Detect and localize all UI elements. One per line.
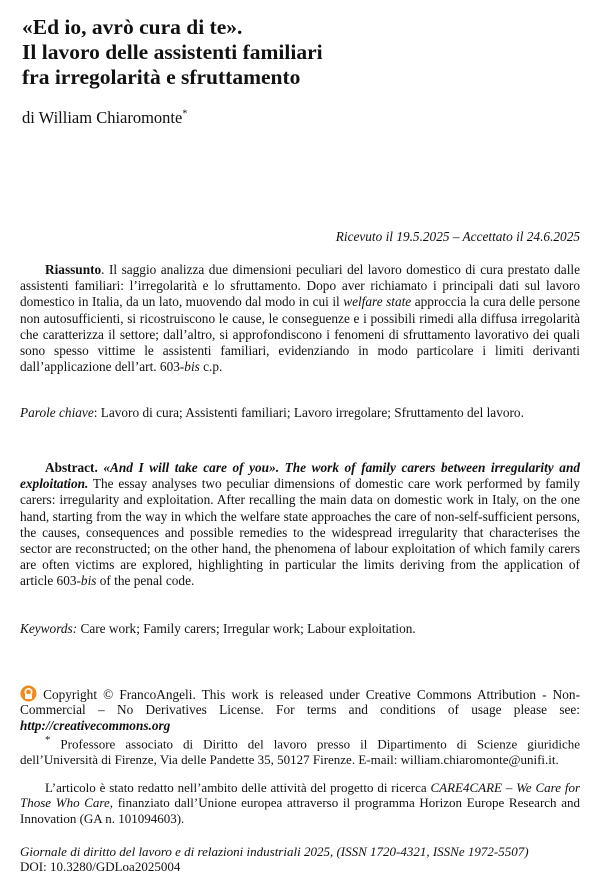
project-text: L’articolo è stato redatto nell’ambito delle attività del progetto di ricerca xyxy=(45,780,431,795)
riassunto-text-end: c.p. xyxy=(199,359,223,375)
riassunto-text-continued: approccia la cura delle persone non autosufficienti, si ricostruiscono le cause, le conseguenze e i possibili rimedi alla diffusa irregolarità che caratterizza il settore; dall’altro, si approfondiscono i fenomeni di sfruttamento lavorativo dei quali sono spesso vittime le assistenti familiari, evidenziando in modo particolare i limiti derivanti dall’applicazione dell’art. 603- xyxy=(20,294,580,375)
author-name: di William Chiaromonte xyxy=(22,108,183,127)
abstract-title: «And I will take care of you». The work of family carers between irregularity and exploitation. xyxy=(20,460,580,492)
creative-commons-link[interactable]: http://creativecommons.org xyxy=(20,717,171,733)
project-name: CARE4CARE – We Care for Those Who Care xyxy=(20,780,580,811)
riassunto-label: Riassunto xyxy=(45,262,102,277)
project-text-end: , finanziato dall’Unione europea attraverso il programma Horizon Europe Research and Innovation (GA n. 101094603). xyxy=(20,795,581,826)
riassunto-paragraph xyxy=(20,262,580,375)
footnote-text: Professore associato di Diritto del lavoro presso il Dipartimento di Scienze giuridiche dell’Università di Firenze, Via delle Pandette 35, 50127 Firenze. E-mail: william.chiaromonte@unifi.it. xyxy=(20,736,580,767)
author-footnote-mark: * xyxy=(182,108,188,120)
received-accepted-dates: Ricevuto il 19.5.2025 – Accettato il 24.6.2025 xyxy=(335,229,580,244)
keywords-label: Keywords: xyxy=(20,621,78,636)
abstract-text-end: of the penal code. xyxy=(96,573,195,589)
author-footnote xyxy=(20,733,580,767)
keywords-text: Care work; Family carers; Irregular work; Labour exploitation. xyxy=(77,621,416,636)
footnote-mark: * xyxy=(45,734,51,746)
abstract-bis-term: bis xyxy=(80,573,97,589)
title-line-2: Il lavoro delle assistenti familiari xyxy=(22,40,323,64)
parole-chiave-line xyxy=(20,405,580,421)
copyright-notice xyxy=(20,685,580,733)
riassunto-text: . Il saggio analizza due dimensioni peculiari del lavoro domestico di cura prestato dalle assistenti familiari: l’irregolarità e lo sfruttamento. Dopo aver richiamato i principali dati sul lavoro domestico in Italia, da un lato, muovendo dal modo in cui il xyxy=(20,262,580,310)
riassunto-welfare-term: welfare state xyxy=(343,294,412,310)
keywords-line xyxy=(20,621,580,637)
parole-chiave-text: : Lavoro di cura; Assistenti familiari; Lavoro irregolare; Sfruttamento del lavoro. xyxy=(93,405,524,420)
abstract-label: Abstract. xyxy=(45,460,98,475)
title-line-1: «Ed io, avrò cura di te». xyxy=(22,15,243,39)
open-access-icon xyxy=(20,685,37,702)
riassunto-bis-term: bis xyxy=(184,359,200,375)
abstract-paragraph xyxy=(20,460,580,590)
abstract-text: The essay analyses two peculiar dimensions of domestic care work performed by family carers: irregularity and exploitation. After recalling the main data on domestic work in Italy, on the one hand, starting from the way in which the welfare state approaches the care of non-self-sufficient persons, the causes, consequences and possible remedies to the widespread irregularity that characterises the sector are reconstructed; on the other hand, the phenomena of labour exploitation of which family carers are often victims are explored, highlighting in particular the limits deriving from the application of article 603- xyxy=(20,476,580,589)
project-note xyxy=(20,780,580,826)
journal-citation: Giornale di diritto del lavoro e di relazioni industriali 2025, (ISSN 1720-4321, ISSNe 1972-5507) xyxy=(20,844,529,859)
copyright-text: Copyright © FrancoAngeli. This work is released under Creative Commons Attribution - Non-Commercial – No Derivatives License. For terms and conditions of usage please see: xyxy=(20,687,580,718)
parole-chiave-label: Parole chiave xyxy=(20,405,94,420)
doi-line[interactable]: DOI: 10.3280/GDLoa2025004 xyxy=(20,859,181,874)
article-title xyxy=(22,15,582,90)
title-line-3: fra irregolarità e sfruttamento xyxy=(22,65,301,89)
author-line xyxy=(22,108,187,128)
